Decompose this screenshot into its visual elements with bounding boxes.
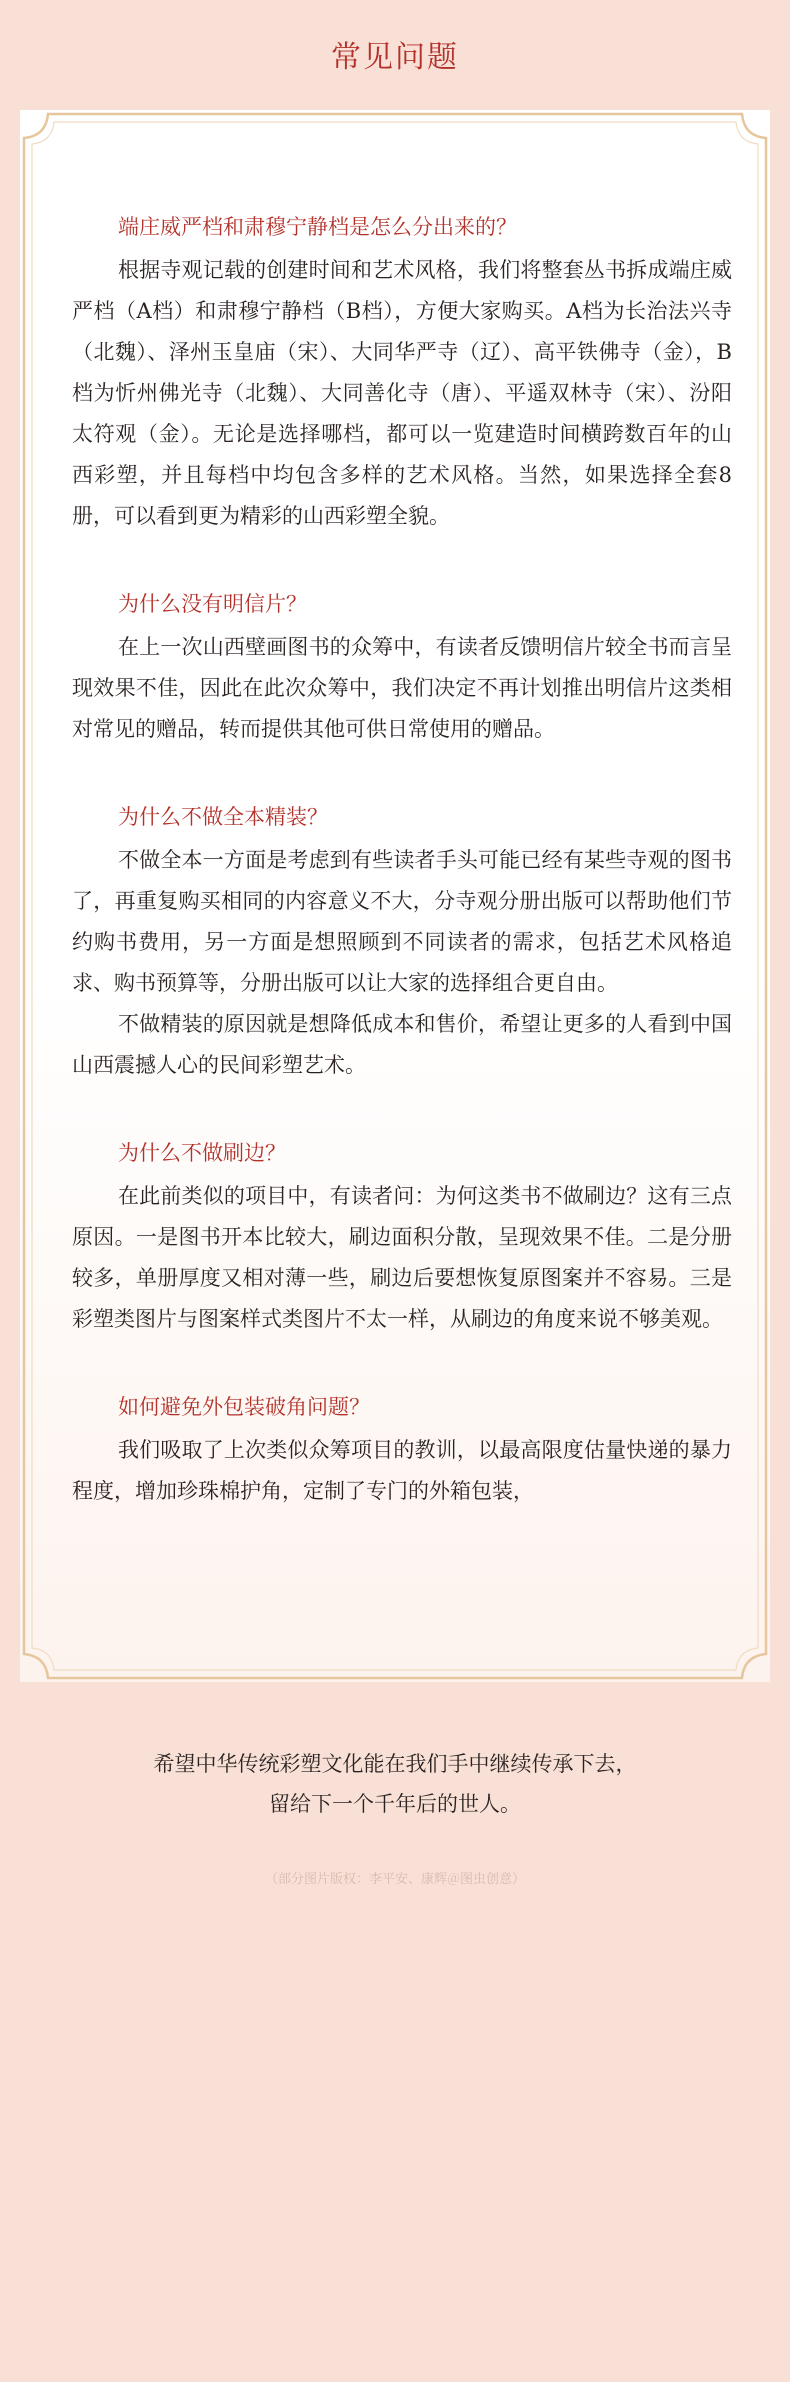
faq-answer: 在此前类似的项目中，有读者问：为何这类书不做刷边？这有三点原因。一是图书开本比较大，刷边面积分散，呈现效果不佳。二是分册较多，单册厚度又相对薄一些，刷边后要想恢复原图案并不容易。三是彩塑类图片与图案样式类图片不太一样，从刷边的角度来说不够美观。 <box>72 1184 732 1331</box>
faq-list <box>72 210 732 1562</box>
faq-question: 为什么不做全本精装？ <box>118 805 328 829</box>
faq-question: 为什么没有明信片？ <box>118 592 307 616</box>
closing-message <box>0 1744 790 1824</box>
image-credit: （部分图片版权：李平安、康辉＠图虫创意） <box>264 1872 525 1887</box>
closing-line: 留给下一个千年后的世人。 <box>269 1792 521 1816</box>
page-title: 常见问题 <box>331 40 459 75</box>
faq-item <box>72 1390 732 1512</box>
faq-answer: 不做全本一方面是考虑到有些读者手头可能已经有某些寺观的图书了，再重复购买相同的内容意义不大，分寺观分册出版可以帮助他们节约购书费用，另一方面是想照顾到不同读者的需求，包括艺术风格追求、购书预算等，分册出版可以让大家的选择组合更自由。 <box>72 848 732 995</box>
faq-card <box>20 110 770 1682</box>
faq-answer: 我们吸取了上次类似众筹项目的教训，以最高限度估量快递的暴力程度，增加珍珠棉护角，定制了专门的外箱包装， <box>72 1438 732 1503</box>
faq-question: 为什么不做刷边？ <box>118 1141 286 1165</box>
faq-question: 端庄威严档和肃穆宁静档是怎么分出来的？ <box>118 215 517 239</box>
faq-answer: 在上一次山西壁画图书的众筹中，有读者反馈明信片较全书而言呈现效果不佳，因此在此次众筹中，我们决定不再计划推出明信片这类相对常见的赠品，转而提供其他可供日常使用的赠品。 <box>72 635 732 741</box>
faq-item <box>72 587 732 750</box>
faq-item <box>72 210 732 537</box>
faq-question: 如何避免外包装破角问题？ <box>118 1395 370 1419</box>
faq-item <box>72 1136 732 1340</box>
closing-line: 希望中华传统彩塑文化能在我们手中继续传承下去， <box>153 1752 637 1776</box>
faq-answer: 根据寺观记载的创建时间和艺术风格，我们将整套丛书拆成端庄威严档（A档）和肃穆宁静档（B档），方便大家购买。A档为长治法兴寺（北魏）、泽州玉皇庙（宋）、大同华严寺（辽）、高平铁佛寺（金），B档为忻州佛光寺（北魏）、大同善化寺（唐）、平遥双林寺（宋）、汾阳太符观（金）。无论是选择哪档，都可以一览建造时间横跨数百年的山西彩塑，并且每档中均包含多样的艺术风格。当然，如果选择全套8册，可以看到更为精彩的山西彩塑全貌。 <box>72 258 732 528</box>
faq-item <box>72 800 732 1086</box>
faq-answer: 不做精装的原因就是想降低成本和售价，希望让更多的人看到中国山西震撼人心的民间彩塑艺术。 <box>72 1012 732 1077</box>
